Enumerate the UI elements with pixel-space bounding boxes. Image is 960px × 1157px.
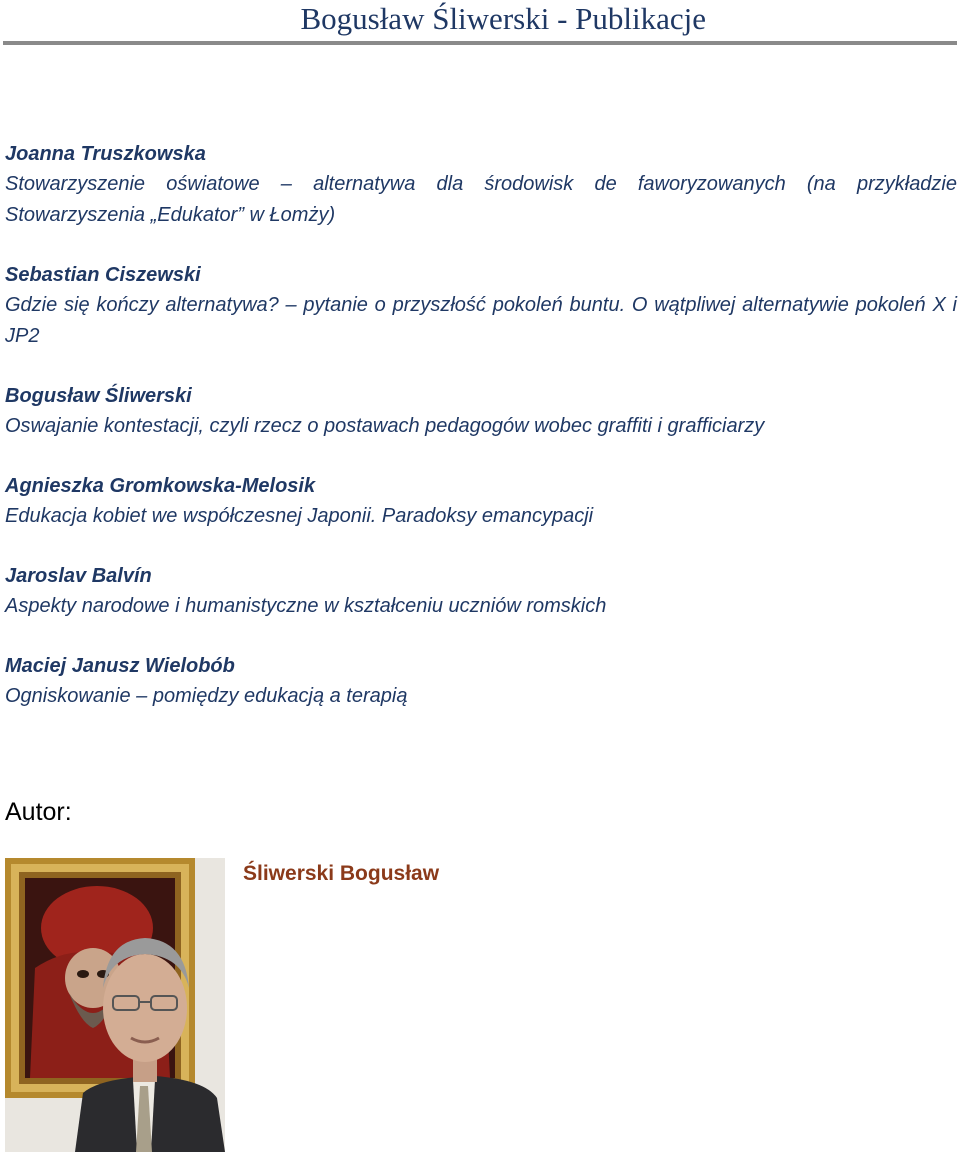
- author-section-heading: Autor:: [5, 798, 72, 826]
- page-header: [0, 0, 960, 50]
- site-title: Bogusław Śliwerski - Publikacje: [300, 1, 706, 36]
- author-photo: [5, 858, 225, 1152]
- entry-author: Agnieszka Gromkowska-Melosik: [5, 475, 316, 497]
- entry-author: Maciej Janusz Wielobób: [5, 655, 235, 677]
- author-photo-image: [5, 858, 225, 1152]
- publication-entry: [5, 561, 957, 622]
- author-link[interactable]: Śliwerski Bogusław: [243, 862, 440, 885]
- entry-author: Joanna Truszkowska: [5, 143, 206, 165]
- header-divider: [3, 41, 957, 45]
- entry-title: Oswajanie kontestacji, czyli rzecz o postawach pedagogów wobec graffiti i grafficiarzy: [5, 415, 765, 437]
- publication-entry: [5, 381, 957, 442]
- entry-title: Ogniskowanie – pomiędzy edukacją a terapią: [5, 685, 408, 707]
- publication-entry: [5, 651, 957, 712]
- entry-title: Aspekty narodowe i humanistyczne w kształceniu uczniów romskich: [5, 595, 607, 617]
- publication-entry: [5, 139, 957, 231]
- entry-author: Jaroslav Balvín: [5, 565, 152, 587]
- publication-list: [5, 139, 957, 741]
- publication-entry: [5, 471, 957, 532]
- entry-title: Edukacja kobiet we współczesnej Japonii. Paradoksy emancypacji: [5, 505, 594, 527]
- entry-title: Gdzie się kończy alternatywa? – pytanie o przyszłość pokoleń buntu. O wątpliwej alternatywie pokoleń X i JP2: [5, 294, 957, 347]
- entry-author: Bogusław Śliwerski: [5, 385, 192, 407]
- entry-title: Stowarzyszenie oświatowe – alternatywa dla środowisk de faworyzowanych (na przykładzie Stowarzyszenia „Edukator” w Łomży): [5, 173, 957, 226]
- publication-entry: [5, 260, 957, 352]
- entry-author: Sebastian Ciszewski: [5, 264, 201, 286]
